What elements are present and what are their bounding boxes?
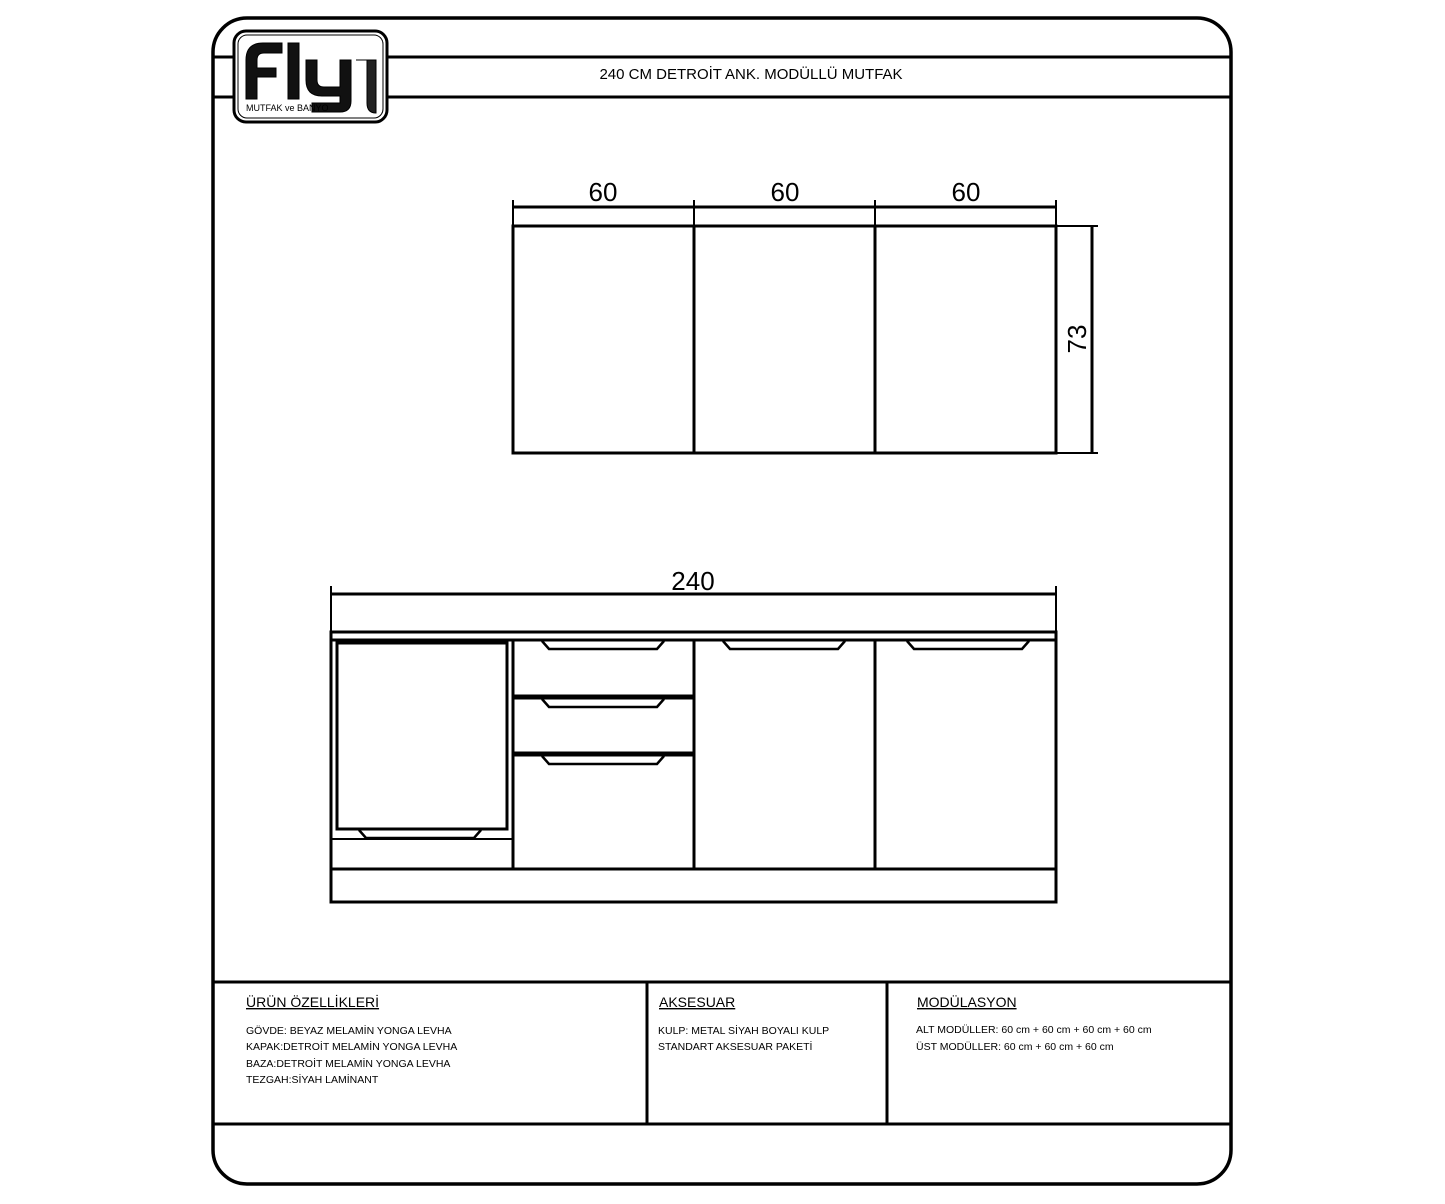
brand-tagline: MUTFAK ve BANYO (246, 103, 329, 113)
handle (542, 641, 664, 649)
product-spec-line: GÖVDE: BEYAZ MELAMİN YONGA LEVHA (246, 1025, 452, 1037)
drawer-front (513, 755, 694, 869)
lower-cabinets (331, 586, 1056, 902)
upper-cabinet (875, 226, 1056, 453)
upper-cabinets (513, 200, 1098, 453)
page-title: 240 CM DETROİT ANK. MODÜLLÜ MUTFAK (599, 66, 903, 83)
product-spec-line: BAZA:DETROİT MELAMİN YONGA LEVHA (246, 1058, 451, 1070)
brand-name: FLY (0, 0, 2, 1)
upper-width-label: 60 (588, 177, 618, 207)
product-spec-line: TEZGAH:SİYAH LAMİNANT (246, 1074, 379, 1086)
handle (359, 830, 481, 838)
upper-cabinet (694, 226, 875, 453)
lower-width-label: 240 (671, 566, 715, 596)
product-specs-heading: ÜRÜN ÖZELLİKLERİ (246, 994, 380, 1010)
handle (723, 641, 845, 649)
handle (542, 699, 664, 707)
handle (907, 641, 1029, 649)
handle (542, 756, 664, 764)
accessory-line: STANDART AKSESUAR PAKETİ (658, 1041, 813, 1053)
upper-width-label: 60 (770, 177, 800, 207)
modulation-heading: MODÜLASYON (917, 994, 1017, 1010)
modulation-line: ÜST MODÜLLER: 60 cm + 60 cm + 60 cm (916, 1041, 1114, 1053)
accessory-line: KULP: METAL SİYAH BOYALI KULP (658, 1025, 830, 1037)
product-spec-line: KAPAK:DETROİT MELAMİN YONGA LEVHA (246, 1041, 458, 1053)
modulation-line: ALT MODÜLLER: 60 cm + 60 cm + 60 cm + 60 cm (916, 1024, 1152, 1036)
dishwasher-panel (337, 643, 507, 829)
upper-width-label: 60 (951, 177, 981, 207)
accessory-heading: AKSESUAR (659, 994, 736, 1010)
upper-cabinet (513, 226, 694, 453)
upper-height-label: 73 (1062, 324, 1092, 354)
